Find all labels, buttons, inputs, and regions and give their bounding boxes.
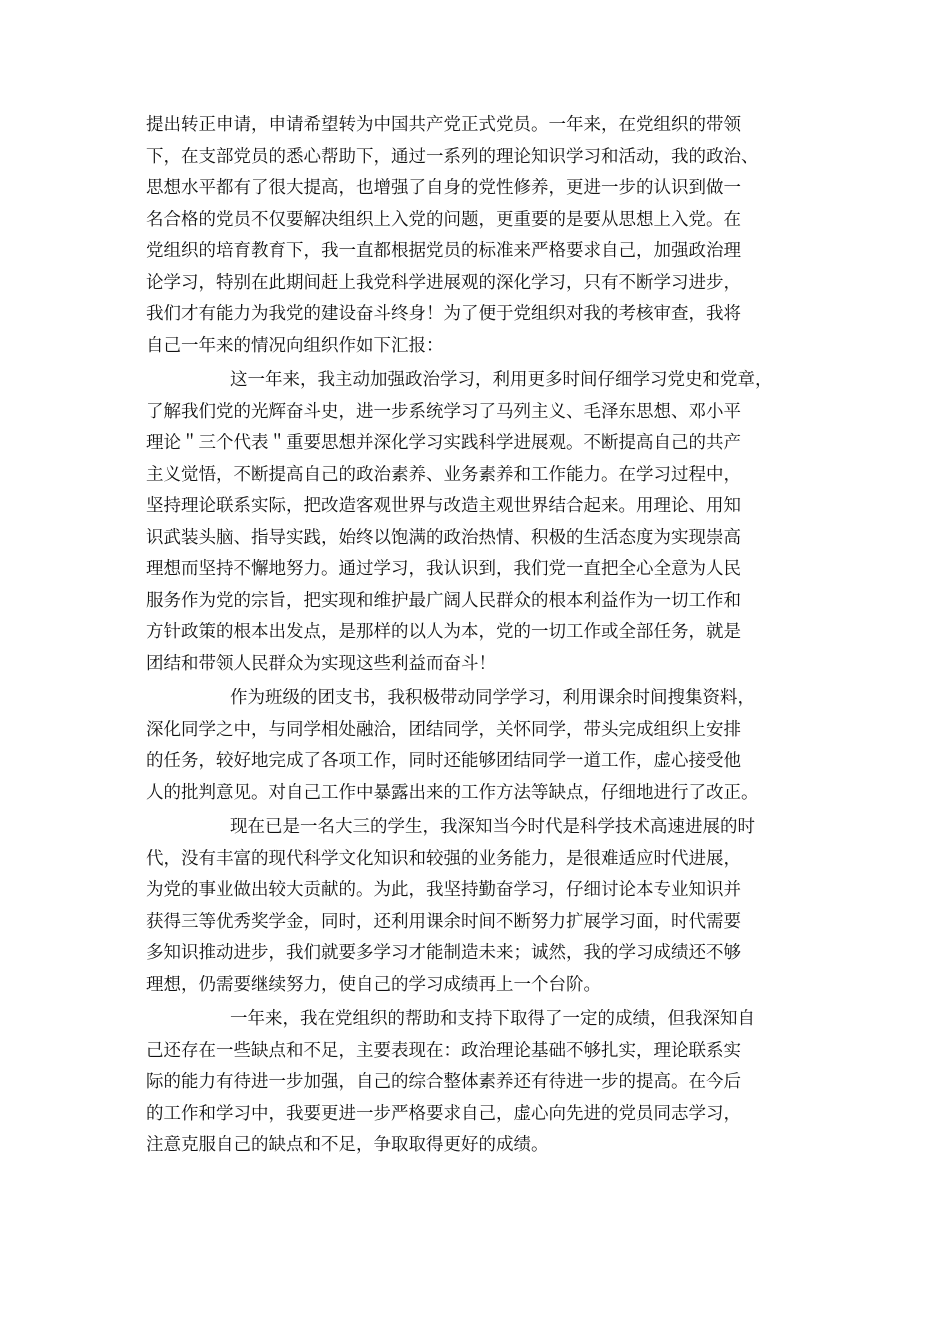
text-line: 理论＂三个代表＂重要思想并深化学习实践科学进展观。不断提高自己的共产 (146, 433, 741, 453)
text-line: 的工作和学习中，我要更进一步严格要求自己，虚心向先进的党员同志学习， (146, 1103, 741, 1124)
text-line: 一年来，我在党组织的帮助和支持下取得了一定的成绩，但我深知自 (230, 1009, 755, 1029)
text-line: 论学习，特别在此期间赶上我党科学进展观的深化学习，只有不断学习进步， (146, 272, 741, 293)
paragraph-1 (146, 110, 826, 362)
document-body (146, 110, 826, 1162)
text-line: 党组织的培育教育下，我一直都根据党员的标准来严格要求自己，加强政治理 (146, 241, 741, 261)
text-line: 现在已是一名大三的学生，我深知当今时代是科学技术高速进展的时 (230, 817, 755, 837)
text-line: 人的批判意见。对自己工作中暴露出来的工作方法等缺点，仔细地进行了改正。 (146, 782, 759, 803)
text-line: 名合格的党员不仅要解决组织上入党的问题，更重要的是要从思想上入党。在 (146, 209, 741, 230)
text-line: 的任务，较好地完成了各项工作，同时还能够团结同学一道工作，虚心接受他 (146, 751, 741, 771)
text-line: 为党的事业做出较大贡献的。为此，我坚持勤奋学习，仔细讨论本专业知识并 (146, 880, 741, 900)
text-line: 了解我们党的光辉奋斗史，进一步系统学习了马列主义、毛泽东思想、邓小平 (146, 401, 741, 422)
text-line: 团结和带领人民群众为实现这些利益而奋斗！ (146, 653, 496, 674)
text-line: 我们才有能力为我党的建设奋斗终身！为了便于党组织对我的考核审查，我将 (146, 304, 741, 324)
paragraph-4 (146, 812, 826, 1001)
text-line: 下，在支部党员的悉心帮助下，通过一系列的理论知识学习和活动，我的政治、 (146, 146, 759, 167)
text-line: 作为班级的团支书，我积极带动同学学习，利用课余时间搜集资料， (230, 688, 755, 708)
paragraph-5 (146, 1004, 826, 1162)
text-line: 理想，仍需要继续努力，使自己的学习成绩再上一个台阶。 (146, 974, 601, 995)
text-line: 际的能力有待进一步加强，自己的综合整体素养还有待进一步的提高。在今后 (146, 1072, 741, 1092)
text-line: 己还存在一些缺点和不足，主要表现在：政治理论基础不够扎实，理论联系实 (146, 1040, 741, 1061)
text-line: 服务作为党的宗旨，把实现和维护最广阔人民群众的根本利益作为一切工作和 (146, 590, 741, 611)
text-line: 多知识推动进步，我们就要多学习才能制造未来；诚然，我的学习成绩还不够 (146, 943, 741, 963)
paragraph-2 (146, 365, 826, 680)
text-line: 自己一年来的情况向组织作如下汇报： (146, 335, 444, 356)
text-line: 注意克服自己的缺点和不足，争取取得更好的成绩。 (146, 1135, 549, 1155)
text-line: 理想而坚持不懈地努力。通过学习，我认识到，我们党一直把全心全意为人民 (146, 559, 741, 579)
text-line: 主义觉悟，不断提高自己的政治素养、业务素养和工作能力。在学习过程中， (146, 464, 741, 485)
text-line: 思想水平都有了很大提高，也增强了自身的党性修养，更进一步的认识到做一 (146, 178, 741, 198)
text-line: 坚持理论联系实际，把改造客观世界与改造主观世界结合起来。用理论、用知 (146, 496, 741, 516)
text-line: 提出转正申请，申请希望转为中国共产党正式党员。一年来，在党组织的带领 (146, 115, 741, 135)
text-line: 深化同学之中，与同学相处融洽，团结同学，关怀同学，带头完成组织上安排 (146, 719, 741, 740)
text-line: 代，没有丰富的现代科学文化知识和较强的业务能力，是很难适应时代进展， (146, 848, 741, 869)
text-line: 方针政策的根本出发点，是那样的以人为本，党的一切工作或全部任务，就是 (146, 622, 741, 642)
text-line: 这一年来，我主动加强政治学习，利用更多时间仔细学习党史和党章， (230, 370, 773, 390)
text-line: 获得三等优秀奖学金，同时，还利用课余时间不断努力扩展学习面，时代需要 (146, 911, 741, 932)
text-line: 识武装头脑、指导实践，始终以饱满的政治热情、积极的生活态度为实现崇高 (146, 527, 741, 548)
paragraph-3 (146, 683, 826, 809)
